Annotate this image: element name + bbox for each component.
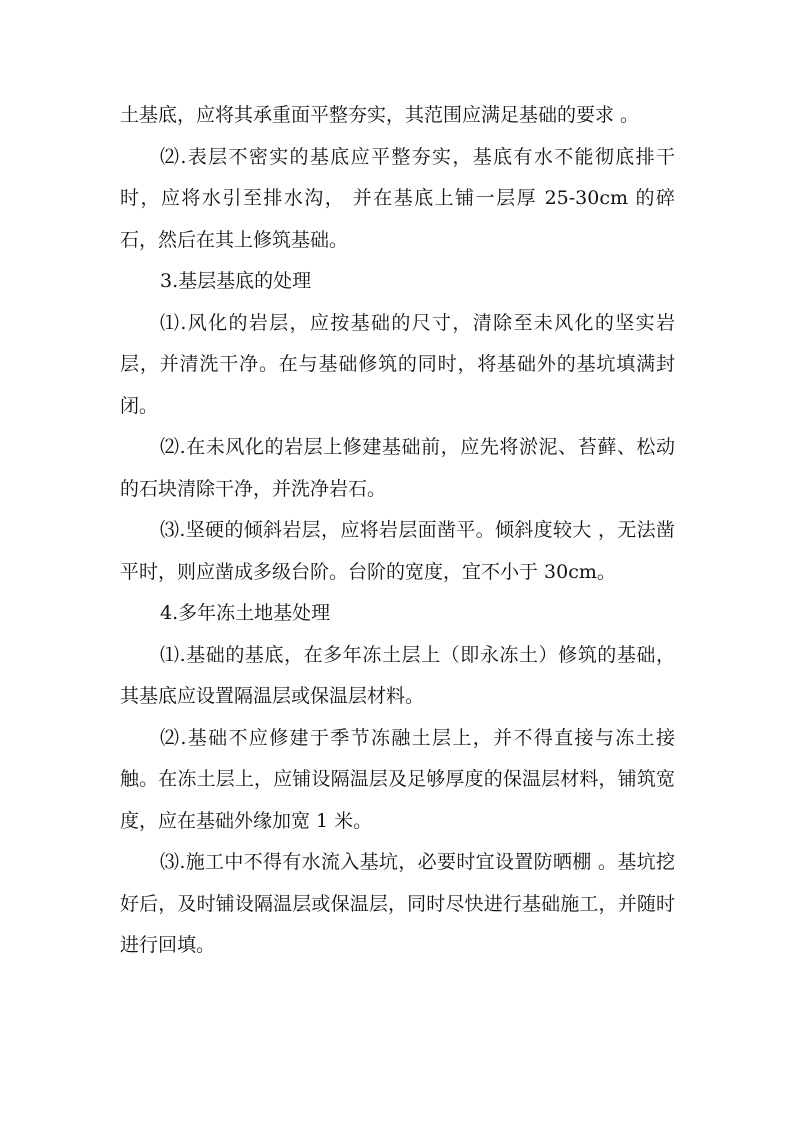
- paragraph-seasonal-frost: ⑵.基础不应修建于季节冻融土层上，并不得直接与冻土接触。在冻土层上，应铺设隔温层及足够厚度的保温层材料，铺筑宽度，应在基础外缘加宽 1 米。: [120, 726, 675, 832]
- paragraph-permafrost-base: ⑴.基础的基底，在多年冻土层上（即永冻土）修筑的基础，其基底应设置隔温层或保温层材料。: [120, 643, 675, 707]
- section-heading-4: 4.多年冻土地基处理: [160, 602, 331, 624]
- paragraph-inclined-rock: ⑶.坚硬的倾斜岩层，应将岩层面凿平。倾斜度较大 ，无法凿平时，则应凿成多级台阶。台阶的宽度，宜不小于 30cm。: [120, 519, 675, 583]
- document-body: [120, 95, 675, 967]
- paragraph-unweathered-rock: ⑵.在未风化的岩层上修建基础前，应先将淤泥、苔藓、松动的石块清除干净，并洗净岩石。: [120, 436, 675, 500]
- paragraph-weathered-rock: ⑴.风化的岩层，应按基础的尺寸，清除至未风化的坚实岩层，并清洗干净。在与基础修筑的同时，将基础外的基坑填满封闭。: [120, 311, 675, 417]
- paragraph-2-surface-layer: ⑵.表层不密实的基底应平整夯实，基底有水不能彻底排干时，应将水引至排水沟， 并在基底上铺一层厚 25-30cm 的碎石，然后在其上修筑基础。: [120, 145, 675, 251]
- paragraph-continuation: 土基底，应将其承重面平整夯实，其范围应满足基础的要求 。: [120, 104, 640, 126]
- paragraph-construction-water: ⑶.施工中不得有水流入基坑，必要时宜设置防晒棚 。基坑挖好后，及时铺设隔温层或保温层，同时尽快进行基础施工，并随时进行回填。: [120, 851, 675, 956]
- section-heading-3: 3.基层基底的处理: [160, 270, 312, 292]
